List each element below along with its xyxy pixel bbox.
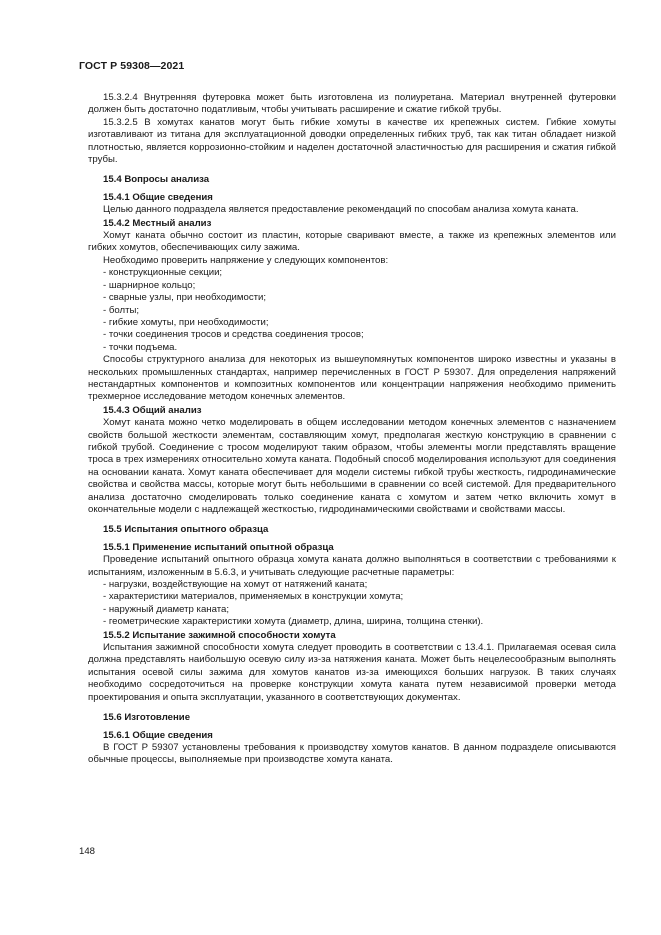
list-item: - точки соединения тросов и средства соединения тросов;	[103, 329, 364, 341]
document-header: ГОСТ Р 59308—2021	[79, 60, 185, 72]
paragraph: 15.3.2.4 Внутренняя футеровка может быть изготовлена из полиуретана. Материал внутренней футеровки должен быть достаточно податливым, чтобы учитывать расширение и сжатие гибкой трубы.	[88, 92, 616, 116]
paragraph: В ГОСТ Р 59307 установлены требования к производству хомутов канатов. В данном подразделе описываются обычные процессы, выполняемые при производстве хомута каната.	[88, 741, 616, 766]
list-item: - конструкционные секции;	[103, 267, 223, 279]
list-item: - характеристики материалов, применяемых в конструкции хомута;	[103, 591, 404, 603]
paragraph: 15.3.2.5 В хомутах канатов могут быть гибкие хомуты в качестве их крепежных систем. Гибкие хомуты изготавливают из титана для эксплуатационной доводки определенных гибких труб, так как титан обладает низкой плотностью, является коррозионно-стойким и наделен достаточной эластичностью для расширения и сжатия гибкой трубы.	[88, 116, 616, 166]
subsection-heading: 15.6.1 Общие сведения	[103, 729, 213, 741]
subsection-heading: 15.5.2 Испытание зажимной способности хомута	[103, 629, 336, 641]
list-item: - нагрузки, воздействующие на хомут от натяжений каната;	[103, 579, 368, 591]
list-item: - точки подъема.	[103, 341, 178, 353]
document-body	[88, 92, 616, 767]
subsection-heading: 15.4.3 Общий анализ	[103, 404, 202, 416]
subsection-heading: 15.4.2 Местный анализ	[103, 217, 212, 229]
subsection-heading: 15.4.1 Общие сведения	[103, 191, 213, 203]
paragraph: Способы структурного анализа для некоторых из вышеупомянутых компонентов широко известны и указаны в нескольких промышленных стандартах, например перечисленных в ГОСТ Р 59307. Для определения напряжений нестандартных компонентов и композитных компонентов или концентрации напряжения необходимо применить трехмерное исследование методом конечных элементов.	[88, 354, 616, 403]
list-item: - геометрические характеристики хомута (диаметр, длина, ширина, толщина стенки).	[103, 616, 484, 628]
paragraph: Хомут каната обычно состоит из пластин, которые сваривают вместе, а также из крепежных элементов или гибких хомутов, обеспечивающих силу зажима.	[88, 230, 616, 254]
section-heading: 15.5 Испытания опытного образца	[103, 524, 269, 536]
paragraph: Необходимо проверить напряжение у следующих компонентов:	[103, 254, 389, 266]
list-item: - сварные узлы, при необходимости;	[103, 292, 267, 304]
list-item: - наружный диаметр каната;	[103, 603, 230, 615]
list-item: - болты;	[103, 304, 140, 316]
paragraph: Хомут каната можно четко моделировать в общем исследовании методом конечных элементов с назначением свойств большой жесткости элементам, составляющим хомут, предполагая жесткую конструкцию в сравнении с гибкой трубой. Соединение с тросом моделируют таким образом, чтобы элементы могли представлять вращение троса в трех измерениях относительно хомута каната. Подобный способ моделирования используют для соединения на основании каната. Хомут каната обеспечивает для модели системы гибкой трубы жесткость, гидродинамические свойства и свойства массы, которые могут быть небольшими в сравнении со всей системой. Для предварительного анализа достаточно смоделировать только соединение каната с хомутом и затем четко включить хомут в окончательные модели с надлежащей жесткостью, гидродинамическими свойствами и свойствами массы.	[88, 417, 616, 515]
subsection-heading: 15.5.1 Применение испытаний опытной образца	[103, 541, 334, 553]
paragraph: Целью данного подраздела является предоставление рекомендаций по способам анализа хомута каната.	[103, 204, 579, 216]
section-heading: 15.4 Вопросы анализа	[103, 174, 210, 186]
paragraph: Испытания зажимной способности хомута следует проводить в соответствии с 13.4.1. Прилагаемая осевая сила должна представлять наибольшую осевую силу из-за натяжения каната. Может быть нецелесообразным выполнять испытания осевой силы зажима для хомутов канатов из-за имеющихся больших нагрузок. В таких случаях необходимо сосредоточиться на проверке конструкции хомута каната путем независимой проверки метода проектирования и опыта эксплуатации, указанного в соответствующих документах.	[88, 642, 616, 703]
list-item: - гибкие хомуты, при необходимости;	[103, 316, 269, 328]
section-heading: 15.6 Изготовление	[103, 712, 191, 724]
page-number: 148	[79, 846, 96, 857]
list-item: - шарнирное кольцо;	[103, 279, 196, 291]
paragraph: Проведение испытаний опытного образца хомута каната должно выполняться в соответствии с требованиями к испытаниям, изложенным в 5.6.3, и учитывать следующие расчетные параметры:	[88, 554, 616, 578]
